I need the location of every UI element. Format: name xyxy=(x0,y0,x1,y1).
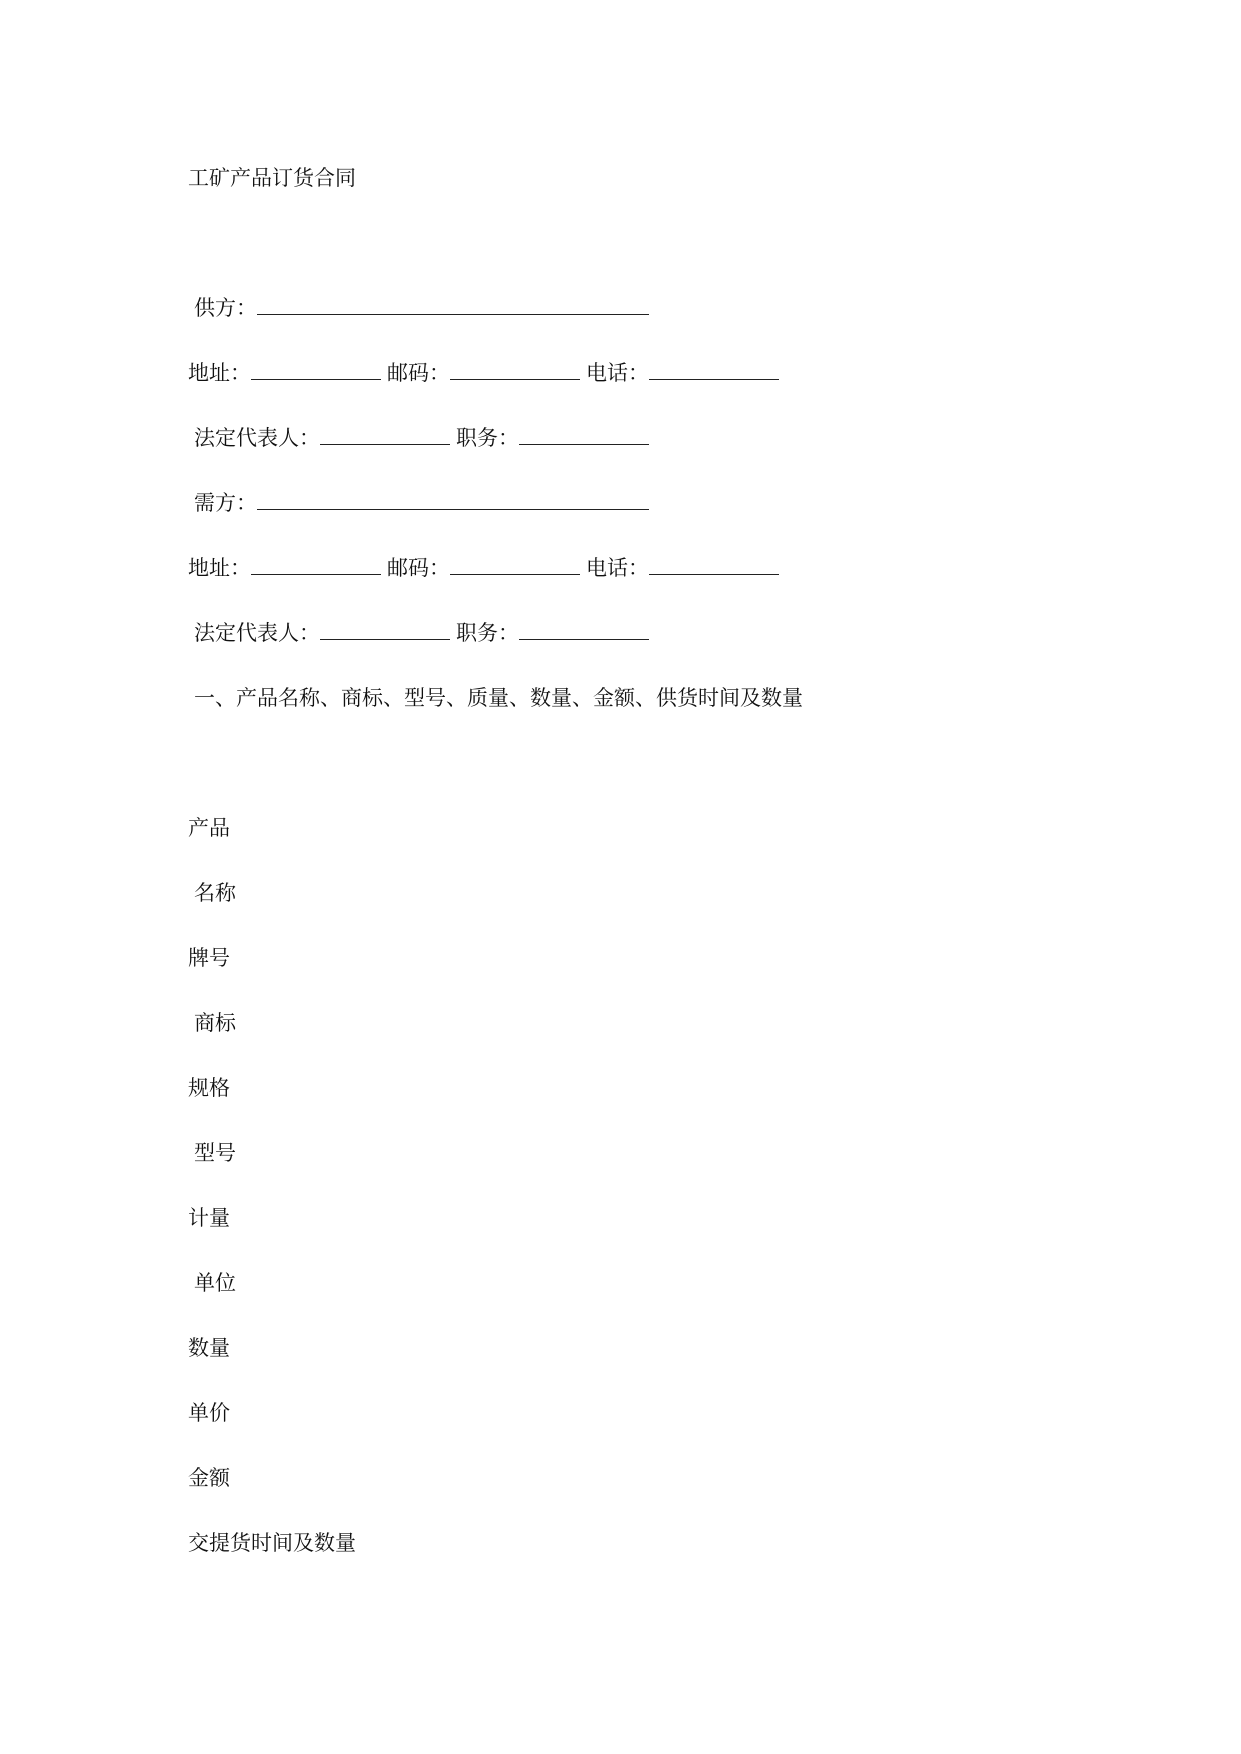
supplier-label: 供方： xyxy=(194,296,257,320)
buyer-postcode-blank xyxy=(450,554,580,575)
supplier-legal-rep-label: 法定代表人： xyxy=(194,426,320,450)
supplier-position-blank xyxy=(519,424,649,445)
field-delivery-time-quantity: 交提货时间及数量 xyxy=(188,1531,356,1555)
supplier-row xyxy=(194,294,655,322)
contract-title: 工矿产品订货合同 xyxy=(188,166,356,190)
buyer-postcode-label: 邮码： xyxy=(387,556,450,580)
supplier-address-label: 地址： xyxy=(188,361,251,385)
buyer-contact-row xyxy=(188,554,785,582)
supplier-name-blank xyxy=(257,294,649,315)
buyer-phone-label: 电话： xyxy=(586,556,649,580)
supplier-postcode-label: 邮码： xyxy=(387,361,450,385)
field-product: 产品 xyxy=(188,816,230,840)
field-amount: 金额 xyxy=(188,1466,230,1490)
supplier-contact-row xyxy=(188,359,785,387)
buyer-label: 需方： xyxy=(194,491,257,515)
field-specification: 规格 xyxy=(188,1076,230,1100)
buyer-position-blank xyxy=(519,619,649,640)
buyer-rep-row xyxy=(194,619,655,647)
field-unit: 单位 xyxy=(194,1271,236,1295)
supplier-phone-label: 电话： xyxy=(586,361,649,385)
buyer-legal-rep-label: 法定代表人： xyxy=(194,621,320,645)
field-unit-price: 单价 xyxy=(188,1401,230,1425)
buyer-legal-rep-blank xyxy=(320,619,450,640)
field-trademark: 商标 xyxy=(194,1011,236,1035)
field-name: 名称 xyxy=(194,881,236,905)
buyer-address-blank xyxy=(251,554,381,575)
field-measurement: 计量 xyxy=(188,1206,230,1230)
section-1-heading: 一、产品名称、商标、型号、质量、数量、金额、供货时间及数量 xyxy=(194,686,803,710)
buyer-row xyxy=(194,489,655,517)
buyer-name-blank xyxy=(257,489,649,510)
buyer-position-label: 职务： xyxy=(456,621,519,645)
field-model: 型号 xyxy=(194,1141,236,1165)
field-brand-number: 牌号 xyxy=(188,946,230,970)
supplier-legal-rep-blank xyxy=(320,424,450,445)
supplier-position-label: 职务： xyxy=(456,426,519,450)
supplier-phone-blank xyxy=(649,359,779,380)
supplier-address-blank xyxy=(251,359,381,380)
buyer-phone-blank xyxy=(649,554,779,575)
supplier-rep-row xyxy=(194,424,655,452)
buyer-address-label: 地址： xyxy=(188,556,251,580)
supplier-postcode-blank xyxy=(450,359,580,380)
field-quantity: 数量 xyxy=(188,1336,230,1360)
